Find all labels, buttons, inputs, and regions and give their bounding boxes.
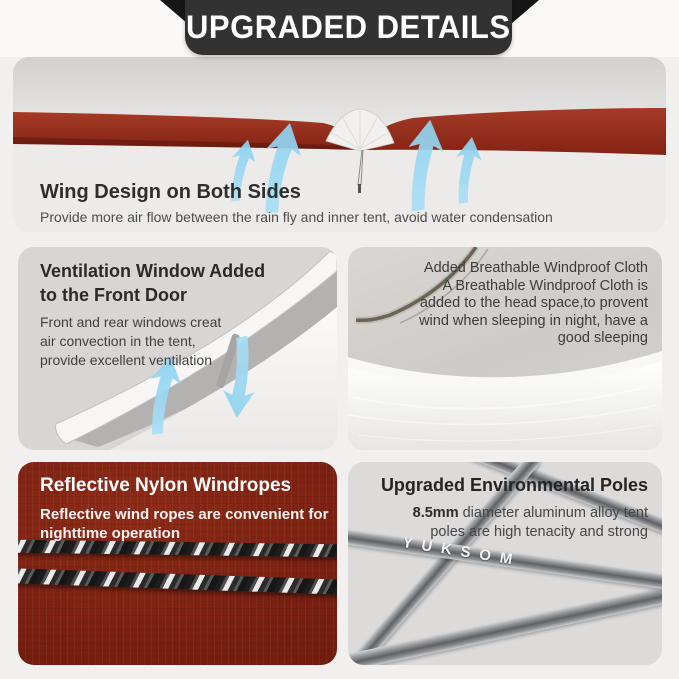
poles-diameter-value: 8.5mm [412,505,459,521]
windropes-section [18,462,337,665]
poles-desc-rest: diameter aluminum alloy tent [458,505,648,521]
windproof-desc-line: wind when sleeping in night, have a [419,312,648,329]
poles-desc-line [413,504,648,523]
ventilation-desc-line: air convection in the tent, [40,333,196,349]
ventilation-title-line: Ventilation Window Added [40,261,266,281]
ventilation-window-title [40,259,265,307]
windproof-desc-line: A Breathable Windproof Cloth is [442,277,648,294]
windproof-desc-line: Added Breathable Windproof Cloth [423,260,648,276]
windproof-desc-line: good sleeping [557,330,648,346]
header-banner [185,0,512,55]
windropes-desc-line: Reflective wind ropes are convenient for [40,506,329,523]
windproof-cloth-section [348,247,662,450]
windropes-description [40,505,328,543]
ventilation-desc-line: Front and rear windows creat [40,314,222,330]
poles-desc-line: poles are high tenacity and strong [430,524,648,540]
poles-section [348,462,662,665]
ventilation-window-section [18,247,337,450]
ventilation-window-description [40,313,221,370]
wing-design-title: Wing Design on Both Sides [40,181,301,203]
windproof-desc-line: added to the head space,to provent [419,295,648,311]
brand-logo-text: YUKSOM [401,534,523,570]
poles-title: Upgraded Environmental Poles [380,475,648,495]
guy-line-stake [358,184,361,193]
ventilation-desc-line: provide excellent ventilation [40,352,212,368]
wing-design-illustration [13,57,666,232]
wing-design-section [13,57,666,232]
windropes-title: Reflective Nylon Windropes [40,475,292,496]
page-title: UPGRADED DETAILS [186,9,511,45]
windropes-desc-line: nighttime operation [40,525,180,542]
windproof-cloth-description [419,260,648,348]
ventilation-title-line: to the Front Door [40,285,187,305]
wing-design-description: Provide more air flow between the rain fly and inner tent, avoid water condensation [40,209,553,225]
reflective-rope [18,568,337,595]
poles-description [413,504,648,542]
